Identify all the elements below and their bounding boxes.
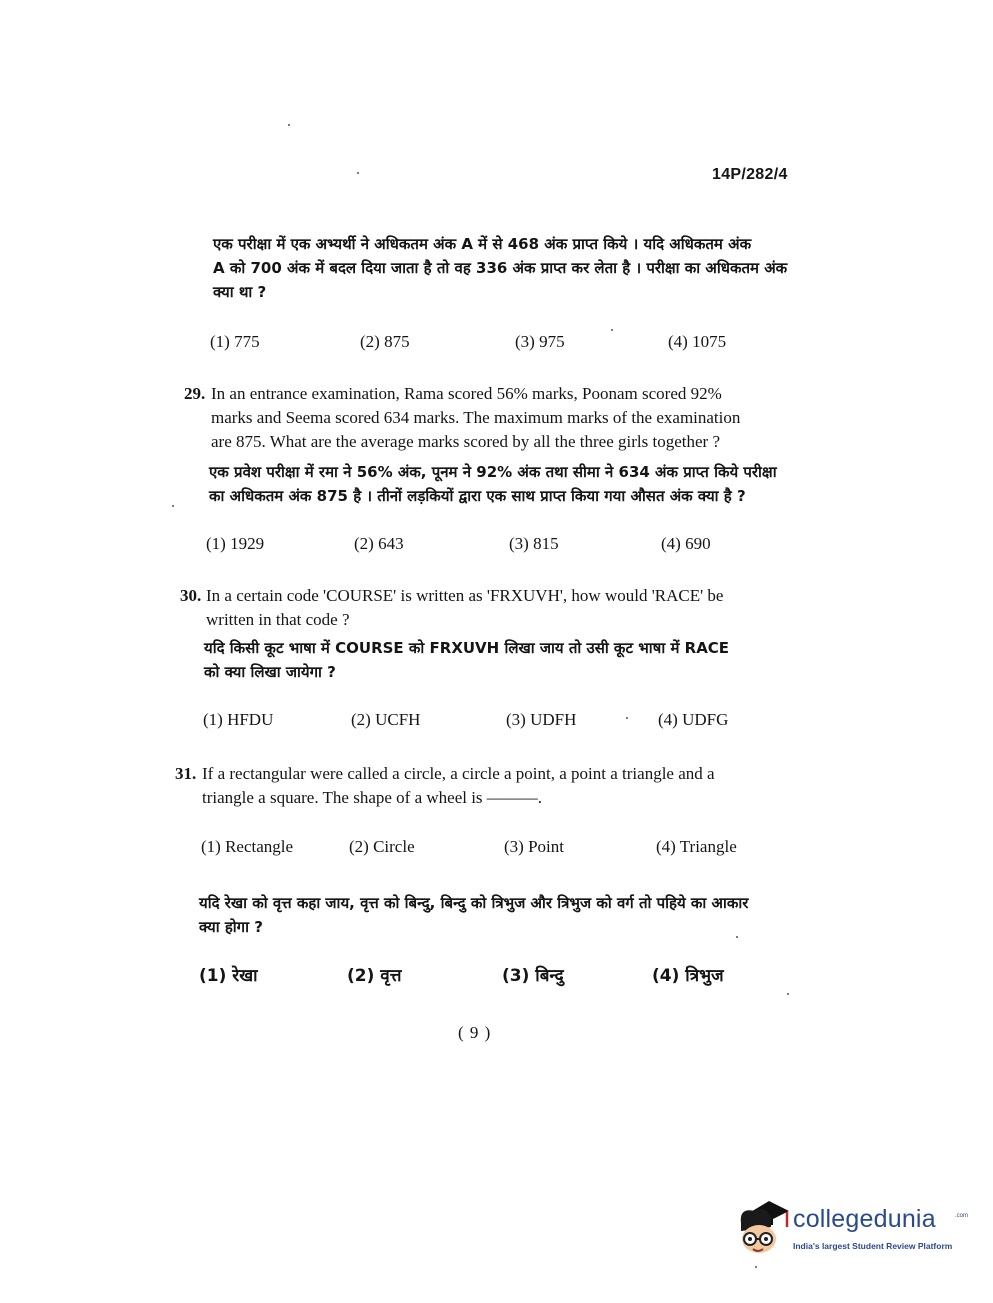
text-line: marks and Seema scored 634 marks. The maximum marks of the examination xyxy=(211,408,741,427)
scan-speck xyxy=(611,329,613,331)
q30-options xyxy=(203,710,763,736)
text-line: क्या होगा ? xyxy=(199,918,263,936)
text-line: In an entrance examination, Rama scored 56% marks, Poonam scored 92% xyxy=(211,384,722,403)
text-line: एक प्रवेश परीक्षा में रमा ने 56% अंक, पूनम ने 92% अंक तथा सीमा ने 634 अंक प्राप्त किये परीक्षा xyxy=(209,463,777,481)
option-4: (4) 690 xyxy=(661,534,711,553)
option-3: (3) बिन्दु xyxy=(502,966,564,986)
text-line: क्या था ? xyxy=(213,283,267,301)
scan-speck xyxy=(736,936,738,938)
q30-hindi-text xyxy=(204,636,729,684)
text-line: को क्या लिखा जायेगा ? xyxy=(204,663,336,681)
option-1: (1) 775 xyxy=(210,332,260,351)
q29-number: 29. xyxy=(184,384,206,403)
option-3: (3) Point xyxy=(504,837,564,856)
q31-english-text xyxy=(202,762,715,810)
text-line: का अधिकतम अंक 875 है । तीनों लड़कियों द्वारा एक साथ प्राप्त किया गया औसत अंक क्या है ? xyxy=(209,487,746,505)
scan-speck xyxy=(626,717,628,719)
q29-hindi-text xyxy=(209,460,777,508)
q31-options xyxy=(201,837,761,863)
q28-hindi-text xyxy=(213,232,787,304)
q29-options xyxy=(206,534,766,560)
option-2: (2) वृत्त xyxy=(347,966,402,986)
text-line: triangle a square. The shape of a wheel is ———. xyxy=(202,788,543,807)
text-line: यदि रेखा को वृत्त कहा जाय, वृत्त को बिन्दु, बिन्दु को त्रिभुज और त्रिभुज को वर्ग तो पहिये का आकार xyxy=(199,894,749,912)
option-3: (3) UDFH xyxy=(506,710,577,729)
option-1: (1) Rectangle xyxy=(201,837,294,856)
brand-name: collegedunia xyxy=(793,1205,936,1233)
scan-speck xyxy=(288,124,290,126)
option-2: (2) UCFH xyxy=(351,710,421,729)
option-3: (3) 815 xyxy=(509,534,559,553)
option-2: (2) 643 xyxy=(354,534,404,553)
option-4: (4) UDFG xyxy=(658,710,729,729)
option-1: (1) रेखा xyxy=(199,966,258,986)
q31-hindi-text xyxy=(199,891,748,939)
q30-number: 30. xyxy=(180,586,202,605)
text-line: If a rectangular were called a circle, a circle a point, a point a triangle and a xyxy=(202,764,715,783)
q30-english-text xyxy=(206,584,723,632)
scan-speck xyxy=(172,505,174,507)
page-number: ( 9 ) xyxy=(458,1023,492,1042)
text-line: written in that code ? xyxy=(206,610,350,629)
text-line: In a certain code 'COURSE' is written as 'FRXUVH', how would 'RACE' be xyxy=(206,586,724,605)
q28-options xyxy=(210,332,770,358)
brand-domain: .com xyxy=(955,1213,969,1219)
paper-code: 14P/282/4 xyxy=(712,166,788,183)
q31-number: 31. xyxy=(175,764,197,783)
option-4: (4) Triangle xyxy=(656,837,737,856)
option-4: (4) त्रिभुज xyxy=(652,966,724,986)
brand-tagline: India's largest Student Review Platform xyxy=(793,1241,953,1251)
collegedunia-watermark xyxy=(735,1197,969,1259)
q29-english-text xyxy=(211,382,740,454)
student-mascot-icon xyxy=(735,1197,791,1259)
option-4: (4) 1075 xyxy=(668,332,727,351)
scan-speck xyxy=(787,993,789,995)
text-line: एक परीक्षा में एक अभ्यर्थी ने अधिकतम अंक A में से 468 अंक प्राप्त किये । यदि अधिकतम अंक xyxy=(213,235,752,253)
text-line: यदि किसी कूट भाषा में COURSE को FRXUVH लिखा जाय तो उसी कूट भाषा में RACE xyxy=(204,639,730,657)
scan-speck xyxy=(357,172,359,174)
option-2: (2) 875 xyxy=(360,332,410,351)
option-2: (2) Circle xyxy=(349,837,415,856)
option-1: (1) HFDU xyxy=(203,710,274,729)
text-line: A को 700 अंक में बदल दिया जाता है तो वह 336 अंक प्राप्त कर लेता है । परीक्षा का अधिकतम अंक xyxy=(213,259,788,277)
scan-speck xyxy=(755,1266,757,1268)
q31-hindi-options xyxy=(199,963,759,989)
text-line: are 875. What are the average marks scored by all the three girls together ? xyxy=(211,432,720,451)
option-1: (1) 1929 xyxy=(206,534,265,553)
option-3: (3) 975 xyxy=(515,332,565,351)
